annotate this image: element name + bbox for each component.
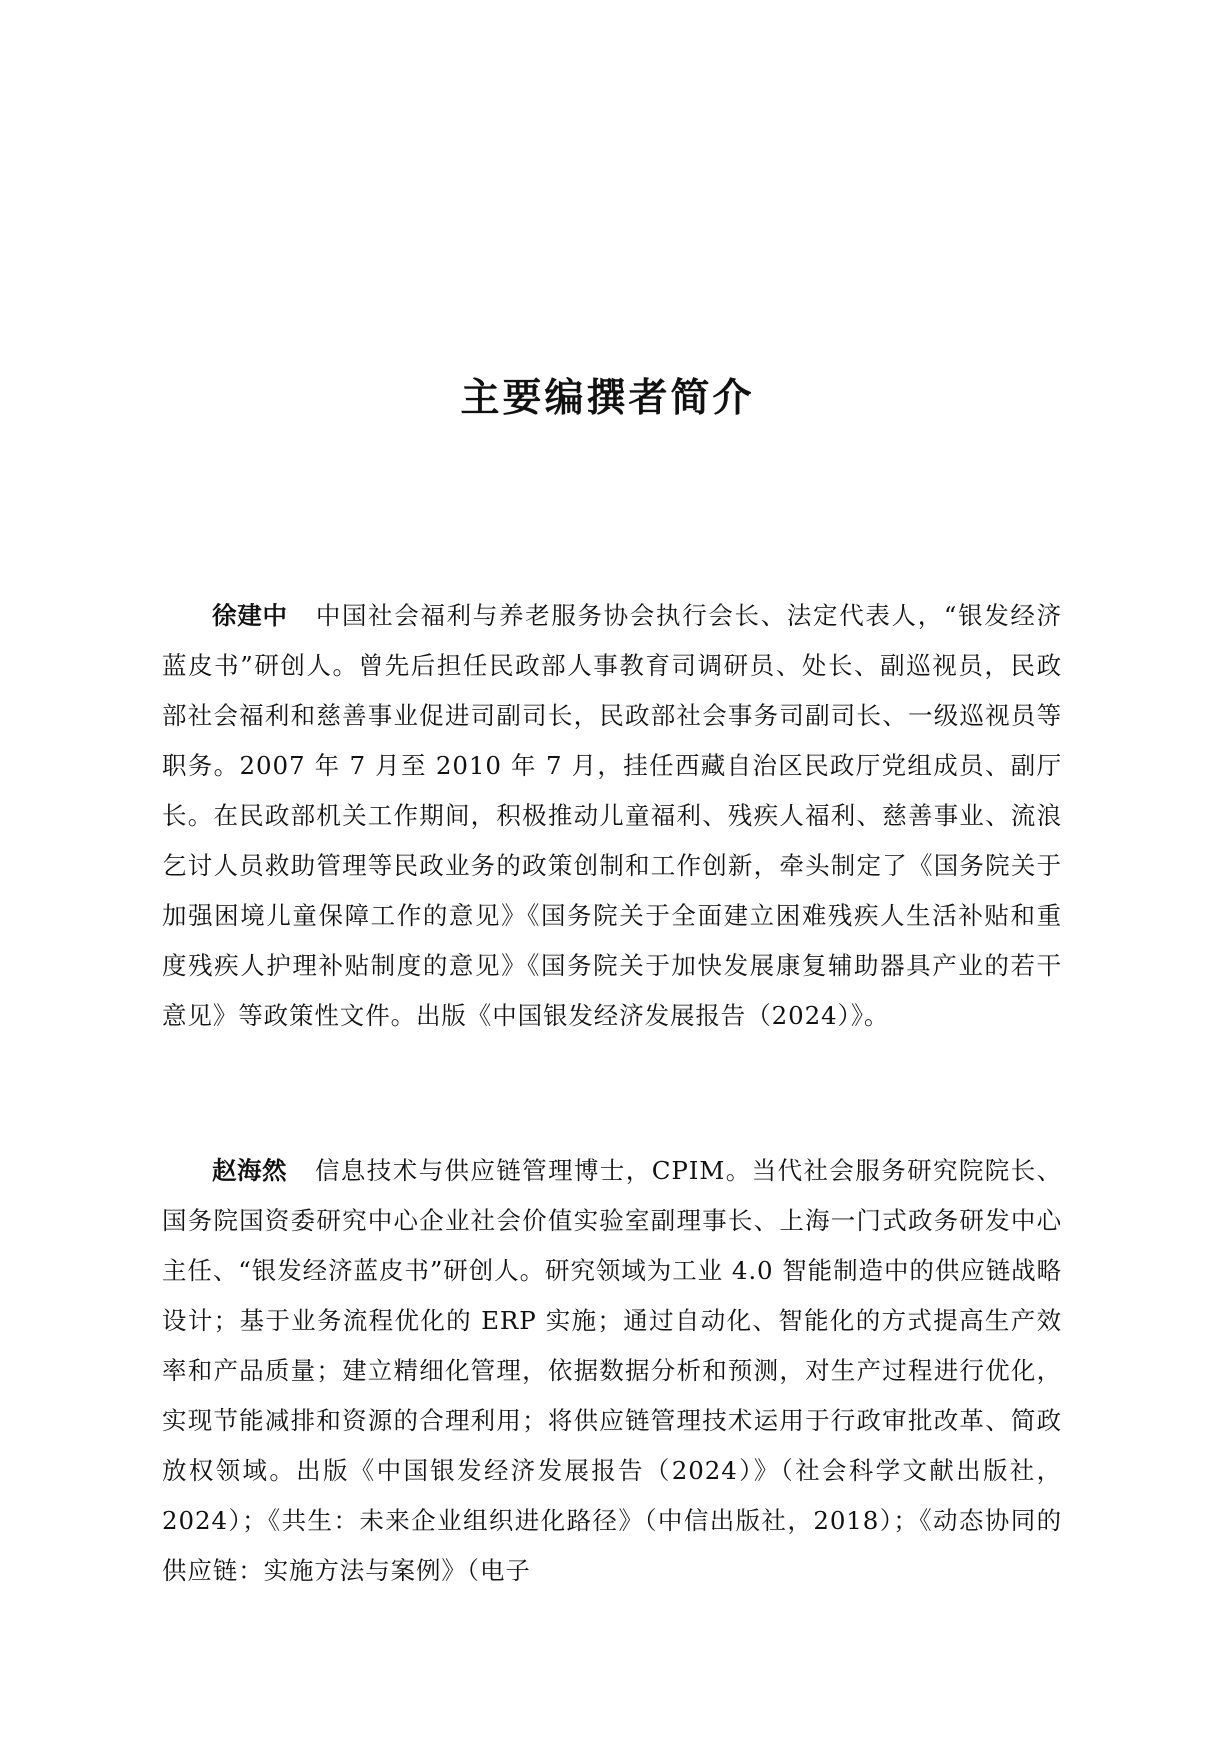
author-name: 赵海然 — [212, 1156, 287, 1185]
author-name: 徐建中 — [212, 601, 288, 630]
page-title: 主要编撰者简介 — [460, 375, 755, 421]
author-bio — [162, 591, 1062, 1041]
author-bio-text: 信息技术与供应链管理博士，CPIM。当代社会服务研究院院长、国务院国资委研究中心企业社会价值实验室副理事长、上海一门式政务研发中心主任、“银发经济蓝皮书”研创人。研究领域为工业 4.0 智能制造中的供应链战略设计；基于业务流程优化的 ERP 实施；通过自动化、智能化的方式提高生产效率和产品质量；建立精细化管理，依据数据分析和预测，对生产过程进行优化，实现节能减排和资源的合理利用；将供应链管理技术运用于行政审批改革、简政放权领域。出版《中国银发经济发展报告（2024）》（社会科学文献出版社，2024）；《共生：未来企业组织进化路径》（中信出版社，2018）；《动态协同的供应链：实施方法与案例》（电子 — [162, 1156, 1062, 1585]
author-bio — [162, 1146, 1062, 1596]
author-bio-text: 中国社会福利与养老服务协会执行会长、法定代表人，“银发经济蓝皮书”研创人。曾先后担任民政部人事教育司调研员、处长、副巡视员，民政部社会福利和慈善事业促进司副司长，民政部社会事务司副司长、一级巡视员等职务。2007 年 7 月至 2010 年 7 月，挂任西藏自治区民政厅党组成员、副厅长。在民政部机关工作期间，积极推动儿童福利、残疾人福利、慈善事业、流浪乞讨人员救助管理等民政业务的政策创制和工作创新，牵头制定了《国务院关于加强困境儿童保障工作的意见》《国务院关于全面建立困难残疾人生活补贴和重度残疾人护理补贴制度的意见》《国务院关于加快发展康复辅助器具产业的若干意见》等政策性文件。出版《中国银发经济发展报告（2024）》。 — [162, 601, 1062, 1030]
